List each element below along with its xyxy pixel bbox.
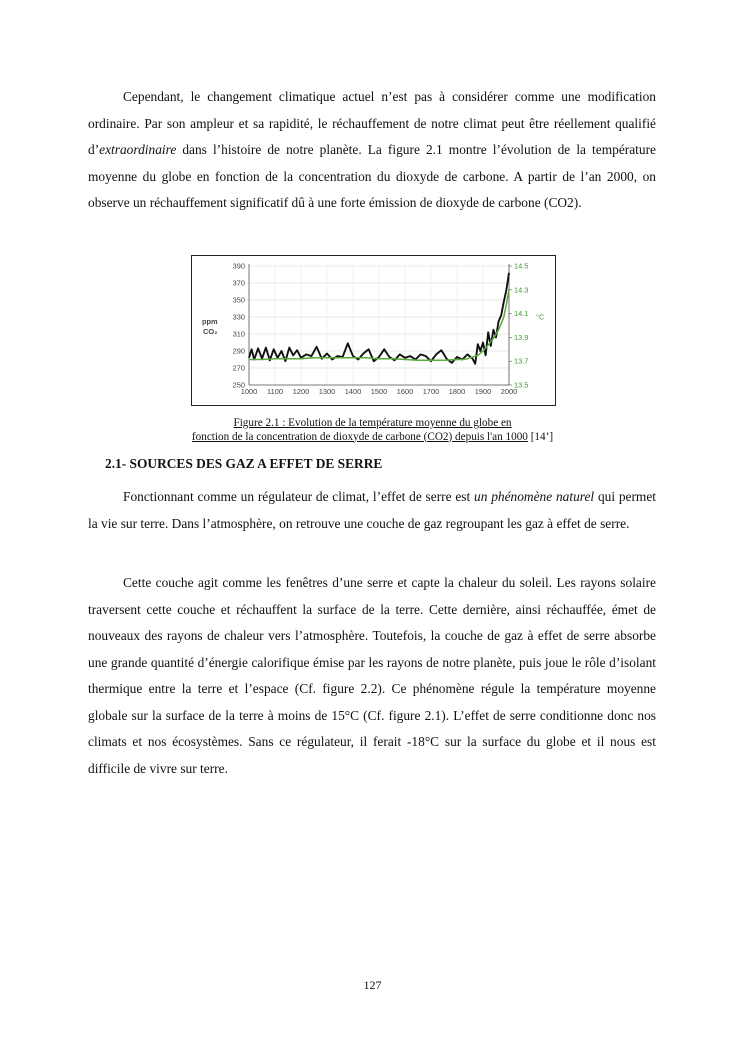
caption-reference: [14’] [527, 430, 554, 443]
y-left-tick-label: 310 [232, 329, 245, 339]
caption-line-1: Figure 2.1 : Evolution de la température moyenne du globe en [233, 417, 512, 429]
y-left-tick-label: 370 [232, 278, 245, 288]
y-right-tick-label: 13.7 [514, 356, 529, 366]
para2-text-start: Fonctionnant comme un régulateur de climat, l’effet de serre est [123, 489, 475, 504]
y-right-tick-label: 14.3 [514, 285, 529, 295]
section-heading: 2.1- SOURCES DES GAZ A EFFET DE SERRE [105, 456, 383, 471]
x-tick-label: 1500 [370, 387, 388, 396]
x-tick-label: 1300 [318, 387, 336, 396]
paragraph-natural-phenomenon [88, 484, 656, 537]
y-left-tick-label: 350 [232, 295, 245, 305]
x-tick-label: 1400 [344, 387, 362, 396]
paragraph-intro [88, 84, 656, 217]
x-tick-label: 1800 [448, 387, 466, 396]
y-left-tick-label: 290 [232, 346, 245, 356]
y-left-tick-label: 330 [232, 312, 245, 322]
x-tick-label: 1000 [240, 387, 258, 396]
x-tick-label: 1600 [396, 387, 414, 396]
para3-text: Cette couche agit comme les fenêtres d’une serre et capte la chaleur du soleil. Les rayons solaire traversent cette couche et réchauffent la surface de la terre. Cette dernière, ainsi réchauffée, émet de nouveaux des rayons de chaleur vers l’atmosphère. Toutefois, la couche de gaz à effet de serre absorbe une grande quantité d’énergie calorifique émise par les rayons de notre planète, puis joue le rôle d’isolant thermique entre la terre et l’espace (Cf. figure 2.2). Ce phénomène régule la température moyenne globale sur la surface de la terre à moins de 15°C (Cf. figure 2.1). L’effet de serre conditionne donc nos climats et nos écosystèmes. Sans ce régulateur, il ferait -18°C sur la surface du globe et il nous est difficile de vivre sur terre. [88, 575, 656, 776]
para1-emphasis: extraordinaire [99, 142, 177, 157]
y-left-tick-label: 390 [232, 261, 245, 271]
caption-line-2: fonction de la concentration de dioxyde de carbone (CO2) depuis l'an 1000 [191, 430, 528, 443]
y-right-unit-label: °C [536, 312, 545, 322]
y-left-axis-label-line1: ppm [202, 317, 218, 326]
para2-text-end: qui permet la vie sur terre. Dans l’atmosphère, on retrouve une couche de gaz regroupant les gaz à effet de serre. [88, 489, 657, 531]
y-right-tick-label: 14.5 [514, 261, 529, 271]
y-left-axis-label-line2: CO₂ [203, 327, 218, 336]
page-number: 127 [363, 978, 382, 992]
para1-text-end: dans l’histoire de notre planète. La figure 2.1 montre l’évolution de la température moyenne du globe en fonction de la concentration du dioxyde de carbone. A partir de l’an 2000, on observe un réchauffement significatif dû à une forte émission de dioxyde de carbone (CO2). [88, 142, 656, 210]
para1-text-start: Cependant, le changement climatique actuel n’est pas à considérer comme une modification ordinaire. Par son ampleur et sa rapidité, le réchauffement de notre climat peut être réellement qualifié d’ [88, 89, 656, 157]
paragraph-greenhouse-layer [88, 570, 656, 782]
x-tick-label: 1200 [292, 387, 310, 396]
y-right-tick-label: 13.5 [514, 380, 529, 390]
x-tick-label: 1700 [422, 387, 440, 396]
y-right-tick-label: 14.1 [514, 309, 529, 319]
x-tick-label: 1900 [474, 387, 492, 396]
x-tick-label: 2000 [500, 387, 518, 396]
figure-2-1 [191, 255, 556, 406]
x-tick-label: 1100 [267, 387, 283, 396]
co2-temperature-chart [192, 256, 555, 405]
figure-caption [100, 417, 645, 444]
para2-emphasis: un phénomène naturel [474, 489, 595, 504]
y-right-tick-label: 13.9 [514, 332, 529, 342]
y-left-tick-label: 270 [232, 363, 245, 373]
y-left-tick-label: 250 [232, 380, 245, 390]
